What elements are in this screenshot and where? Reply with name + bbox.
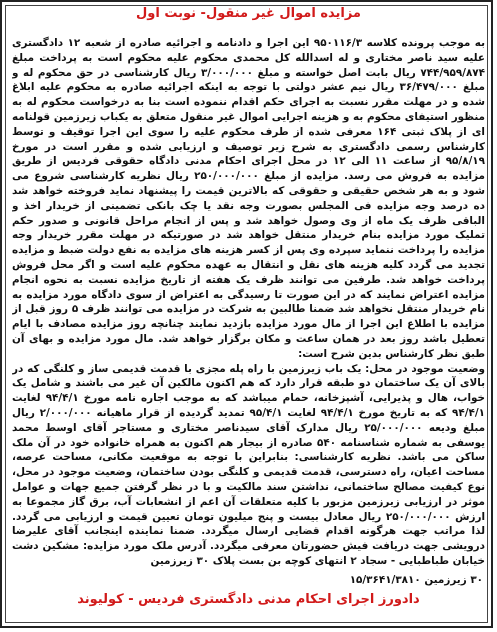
notice-title: مزایده اموال غیر منقول- نوبت اول [136,6,361,21]
notice-paragraph-1: به موجب پرونده کلاسه ۹۵۰۱۱۶/۳ این اجرا و دادنامه و اجرائیه صادره از شعبه ۱۲ دادگستری علیه سید ناصر مختاری و له اسدالله کل محمدی محکوم علیه محکوم است به پرداخت مبلغ ۷۴۴/۹۵۹/۸۷۴ ریال بابت اصل خواسته و مبلغ ۳/۰۰۰/۰۰۰ ریال کارشناسی در حق محکوم له و مبلغ ۳۶/۴۷۹/۰۰۰ ریال نیم عشر دولتی با توجه به اینکه اجرائیه صادره به محکوم علیه ابلاغ شده و در مهلت مقرر نسبت به اجرای حکم اقدام ننموده است بنا به درخواست محکوم له به منظور استیفای محکوم به و هزینه اجرایی اموال غیر منقول متعلق به یکباب زیرزمین قولنامه ای از پلاک ثبتی ۱۶۴ معرفی شده از طرف محکوم علیه را سوی این اجرا توقیف و توسط کارشناس رسمی دادگستری به شرح زیر توصیف و ارزیابی شده و مقرر است در مورخ ۹۵/۸/۱۹ از ساعت ۱۱ الی ۱۲ در محل اجرای احکام مدنی دادگاه حقوقی فردیس از طریق مزایده به فروش می رسد. مزایده از مبلغ ۲۵۰/۰۰۰/۰۰۰ ریال نظریه کارشناسی شروع می شود و به هر شخص حقیقی و حقوقی که بالاترین قیمت را پیشنهاد نماید فروخته خواهد شد ده درصد وجه مزایده فی المجلس بصورت وجه نقد یا چک بانکی تضمینی از خریدار اخذ و الباقی ظرف یک ماه از وی وصول خواهد شد و پس از انجام مراحل قانونی و صدور حکم تملیک مورد مزایده بنام خریدار منتقل خواهد شد در صورتیکه در مهلت مقرر خریدار وجه مزایده را پرداخت ننماید سپرده وی پس از کسر هزینه های مزایده به نفع دولت ضبط و مزایده تجدید می گردد کلیه هزینه های نقل و انتقال به عهده محکوم علیه است و اگر محل فروش پرداخت خواهد شد. طرفین می توانند ظرف یک هفته از تاریخ مزایده نسبت به نحوه انجام مزایده اعتراض نمایند که در این صورت تا رسیدگی به اعتراض از سوی دادگاه مورد مزایده به نام خریدار منتقل نخواهد شد ضمنا طالبین به شرکت در مزایده می توانند ظرف ۵ روز قبل از مزایده با اطلاع این اجرا از مال مورد مزایده بازدید نمایند چنانچه روز مزایده مصادف با ایام تعطیل باشد روز بعد در همان ساعت و مکان برگزار خواهد شد. مال مورد مزایده و بهای آن طبق نظر کارشناس بدین شرح است: [12,37,485,360]
registration-number: ۳۰ زیرزمین ۱۵/۳۶۴۱/۳۸۱۰ [349,574,483,586]
notice-footer-signature: دادورز اجرای احکام مدنی دادگستری فردیس - کولیوند [77,592,420,607]
notice-body [12,36,485,576]
notice-paragraph-2: وضعیت موجود در محل: یک باب زیرزمین با راه پله مجزی با قدمت قدیمی ساز و کلنگی که در بالای آن یک ساختمان دو طبقه قرار دارد که هم اکنون مالکین آن غیر می باشند و شامل یک خواب، هال و پذیرایی، آشپزخانه، حمام میباشد که به موجب اجاره نامه مورخ ۹۴/۴/۱ لغایت ۹۴/۴/۱ که به تاریخ مورخ ۹۴/۴/۱ لغایت ۹۵/۴/۱ تمدید گردیده از قرار ماهیانه ۲/۰۰۰/۰۰۰ ریال مبلغ ودیعه ۲۵/۰۰۰/۰۰۰ ریال مدارک آقای سیدناصر مختاری و مستاجر آقای اوسط محمد یوسفی به شماره شناسنامه ۵۴۰ صادره از بیجار هم اکنون به همراه خانواده خود در آن ملک ساکن می باشد. نظریه کارشناسی: بنابراین با توجه به موقعیت مکانی، مساحت عرصه، مساحت اعیان، راه دسترسی، قدمت قدیمی و کلنگی بودن ساختمان، وضعیت موجود در محل، نوع کیفیت مصالح ساختمانی، نداشتن سند مالکیت و با در نظر گرفتن جمیع جهات و عوامل موثر در ارزیابی زیرزمین مزبور با کلیه متعلقات آن اعم از انشعابات آب، برق گاز مجموعا به ارزش ۲۵۰/۰۰۰/۰۰۰ ریال معادل بیست و پنج میلیون تومان تعیین قیمت و ارزیابی می گردد. لذا مراتب جهت هرگونه اقدام قضایی ارسال میگردد. ضمنا نماینده اینجانب آقای علیرضا درویشی جهت دریافت فیش حضورتان معرفی میگردد. آدرس ملک مورد مزایده: مشکین دشت خیابان طباطبایی - سجاد ۲ انتهای کوچه بن بست پلاک ۳۰ زیرزمین [12,362,485,567]
